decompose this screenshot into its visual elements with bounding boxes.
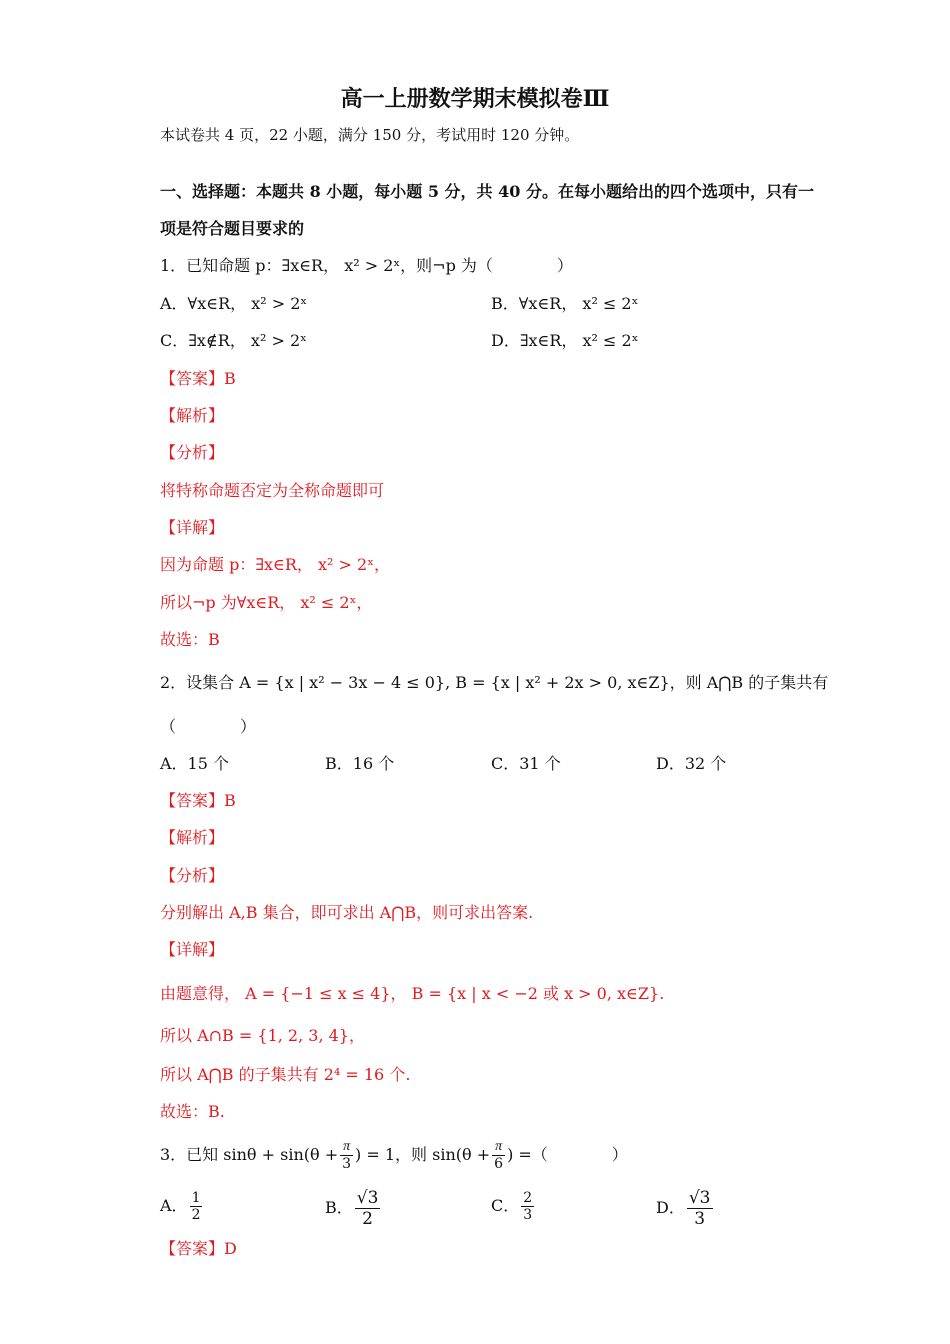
q1-detail-line3: 故选：B <box>160 630 220 649</box>
q1-fenxi-label: 【分析】 <box>160 443 225 462</box>
q3-option-d-num: √3 <box>688 1188 711 1208</box>
q3-option-a <box>160 1188 204 1224</box>
q1-xiangjie-label: 【详解】 <box>160 518 225 537</box>
q3-option-d <box>656 1188 715 1229</box>
q1-jiexi-label: 【解析】 <box>160 406 225 425</box>
q3-frac1-num: π <box>340 1139 353 1156</box>
q2-detail-line1: 由题意得， A = {−1 ≤ x ≤ 4}， B = {x | x < −2 或 x > 0, x∈Z}. <box>160 984 665 1003</box>
q1-option-d: D．∃x∈R， x² ≤ 2ˣ <box>491 331 639 350</box>
q3-fraction-pi-over-6 <box>492 1139 505 1172</box>
q2-stem-bracket: （ ） <box>160 717 257 736</box>
q3-option-a-label: A． <box>160 1196 188 1215</box>
q2-detail-line3: 所以 A⋂B 的子集共有 2⁴ = 16 个. <box>160 1065 411 1084</box>
q3-option-d-label: D． <box>656 1198 685 1217</box>
q3-option-b <box>325 1188 382 1229</box>
q2-option-d: D．32 个 <box>656 754 727 773</box>
q3-option-b-num: √3 <box>356 1188 379 1208</box>
q3-stem-part1: 3．已知 sinθ + sin(θ + <box>160 1145 339 1164</box>
q1-detail-line1: 因为命题 p：∃x∈R， x² > 2ˣ， <box>160 555 390 574</box>
q2-fenxi-label: 【分析】 <box>160 866 225 885</box>
q1-option-a: A．∀x∈R， x² > 2ˣ <box>160 294 308 313</box>
q2-stem: 2．设集合 A = {x | x² − 3x − 4 ≤ 0}, B = {x | x² + 2x > 0, x∈Z}，则 A⋂B 的子集共有 <box>160 673 829 692</box>
q3-option-c-num: 2 <box>523 1190 533 1206</box>
q3-option-c <box>491 1188 536 1224</box>
q2-answer: 【答案】B <box>160 791 236 810</box>
section-heading-line2: 项是符合题目要求的 <box>160 219 305 238</box>
q3-option-d-den: 3 <box>694 1209 706 1229</box>
q3-answer: 【答案】D <box>160 1239 237 1258</box>
exam-info: 本试卷共 4 页，22 小题，满分 150 分，考试用时 120 分钟。 <box>160 126 580 144</box>
q1-fenxi-text: 将特称命题否定为全称命题即可 <box>160 481 385 500</box>
q3-option-a-den: 2 <box>191 1207 201 1223</box>
q3-option-c-fraction <box>521 1190 534 1223</box>
q2-jiexi-label: 【解析】 <box>160 828 225 847</box>
q3-option-a-num: 1 <box>191 1190 201 1206</box>
q3-frac1-den: 3 <box>342 1156 352 1172</box>
q3-option-b-label: B． <box>325 1198 353 1217</box>
q2-detail-line2: 所以 A∩B = {1, 2, 3, 4}， <box>160 1026 365 1045</box>
q2-option-a: A．15 个 <box>160 754 230 773</box>
q3-fraction-pi-over-3 <box>340 1139 353 1172</box>
q3-option-d-fraction <box>687 1188 713 1229</box>
q3-stem-part2: ) = 1，则 sin(θ + <box>355 1145 491 1164</box>
q3-option-b-den: 2 <box>362 1209 373 1229</box>
q3-option-c-label: C． <box>491 1196 520 1215</box>
q1-detail-line2: 所以¬p 为∀x∈R， x² ≤ 2ˣ， <box>160 593 373 612</box>
q3-option-a-fraction <box>190 1190 203 1223</box>
section-heading-line1: 一、选择题：本题共 8 小题，每小题 5 分，共 40 分。在每小题给出的四个选项中，只有一 <box>160 182 814 201</box>
q2-fenxi-text: 分别解出 A,B 集合，即可求出 A⋂B，则可求出答案. <box>160 903 534 922</box>
q3-option-c-den: 3 <box>523 1207 533 1223</box>
q3-frac2-num: π <box>492 1139 505 1156</box>
page-title: 高一上册数学期末模拟卷Ⅲ <box>340 86 610 112</box>
q2-option-b: B．16 个 <box>325 754 395 773</box>
q2-xiangjie-label: 【详解】 <box>160 940 225 959</box>
q3-stem-part3: ) =（ ） <box>507 1145 628 1164</box>
q1-option-c: C．∃x∉R， x² > 2ˣ <box>160 331 307 350</box>
q1-stem: 1．已知命题 p：∃x∈R， x² > 2ˣ，则¬p 为（ ） <box>160 256 573 275</box>
q3-option-b-fraction <box>355 1188 381 1229</box>
q3-stem <box>160 1138 628 1172</box>
q3-frac2-den: 6 <box>494 1156 504 1172</box>
q1-option-b: B．∀x∈R， x² ≤ 2ˣ <box>491 294 639 313</box>
q2-option-c: C．31 个 <box>491 754 561 773</box>
q2-detail-line4: 故选：B. <box>160 1102 225 1121</box>
q1-answer: 【答案】B <box>160 369 236 388</box>
